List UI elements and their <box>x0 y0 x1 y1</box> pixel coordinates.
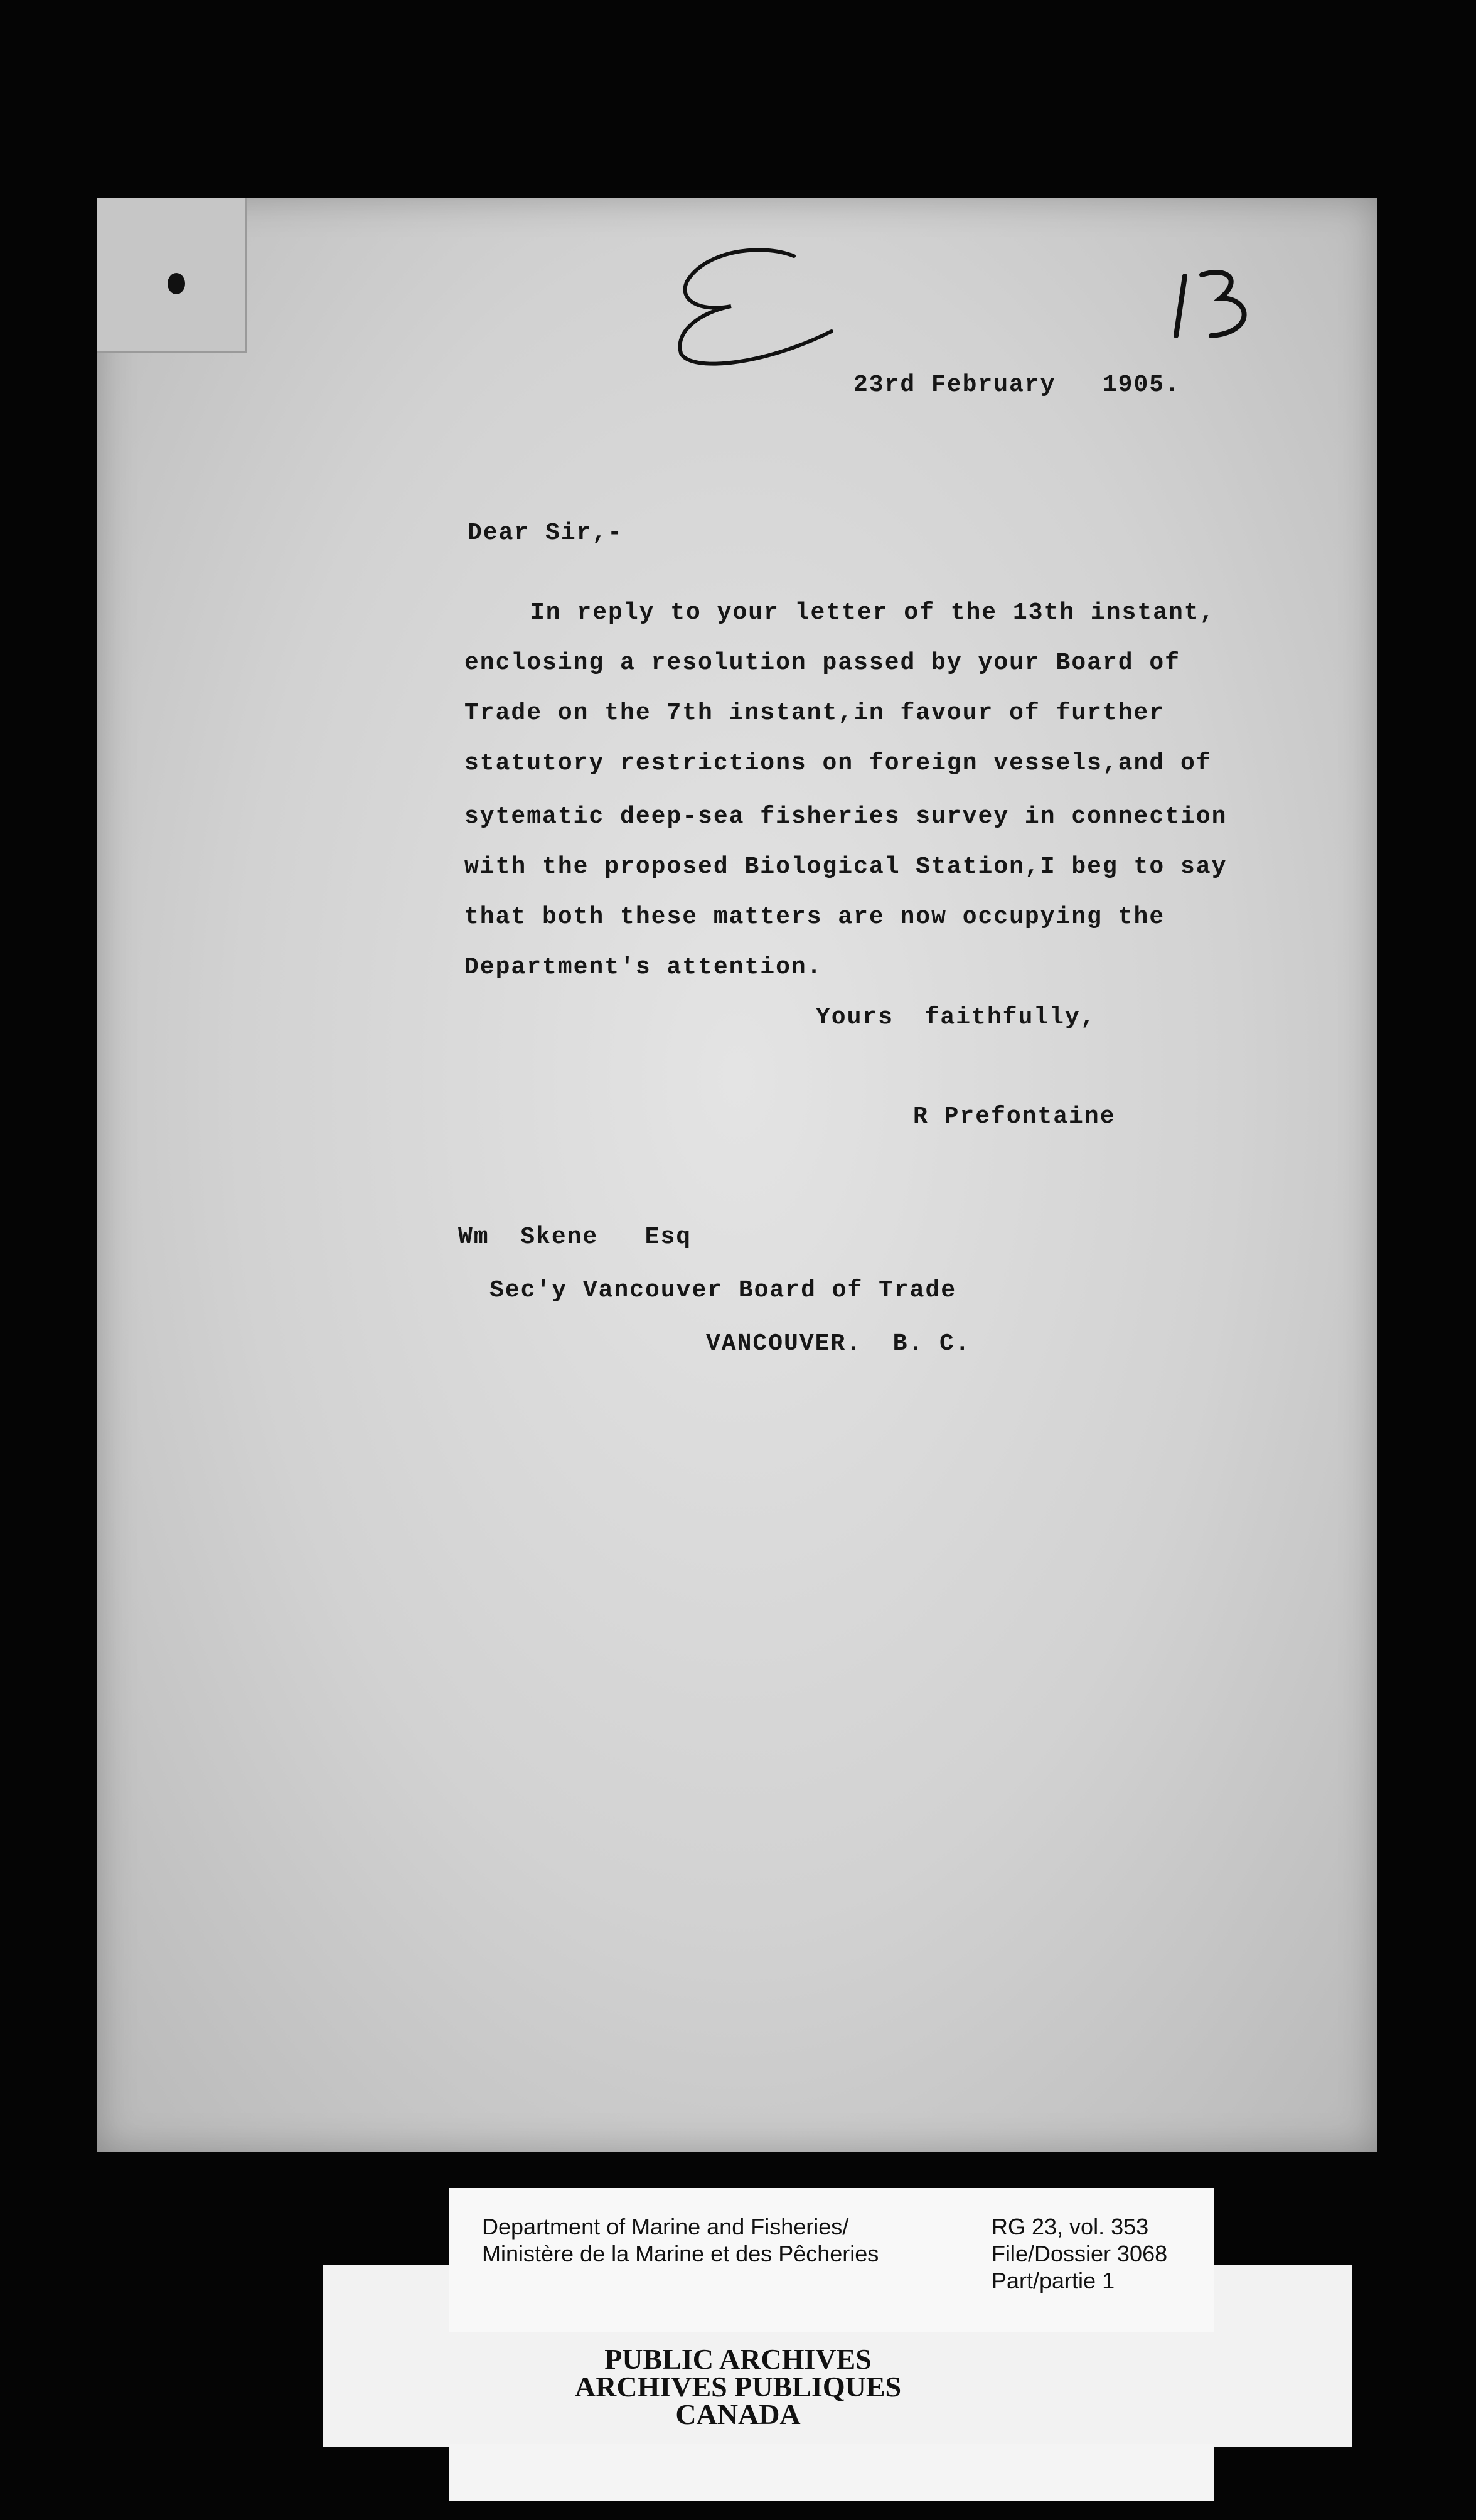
recipient-title: Sec'y Vancouver Board of Trade <box>489 1277 957 1304</box>
signature: R Prefontaine <box>913 1103 1116 1130</box>
punch-hole <box>168 273 185 294</box>
body-line: In reply to your letter of the 13th instant, <box>530 599 1216 626</box>
body-line: statutory restrictions on foreign vessels,and of <box>464 750 1212 777</box>
department-english: Department of Marine and Fisheries/ <box>482 2214 849 2240</box>
stamp-archives-publiques: ARCHIVES PUBLIQUES <box>574 2371 902 2403</box>
file-number: File/Dossier 3068 <box>992 2241 1168 2266</box>
stamp-public-archives: PUBLIC ARCHIVES <box>604 2343 872 2375</box>
part-number: Part/partie 1 <box>992 2268 1115 2293</box>
recipient-name: Wm Skene Esq <box>458 1224 692 1251</box>
body-line: that both these matters are now occupying the <box>464 904 1165 931</box>
body-line: Trade on the 7th instant,in favour of further <box>464 700 1165 727</box>
archive-label-card <box>449 2188 1214 2332</box>
salutation: Dear Sir,- <box>468 520 624 547</box>
handwritten-page-number <box>1167 264 1268 345</box>
closing: Yours faithfully, <box>816 1004 1096 1031</box>
record-group: RG 23, vol. 353 <box>992 2214 1149 2240</box>
body-line: with the proposed Biological Station,I beg to say <box>464 853 1227 880</box>
body-line: Department's attention. <box>464 954 823 981</box>
handwritten-e-mark <box>662 237 838 375</box>
letter-date: 23rd February 1905. <box>853 371 1180 398</box>
stamp-canada: CANADA <box>675 2398 801 2430</box>
letter-sheet <box>97 198 1377 2152</box>
body-line: enclosing a resolution passed by your Board of <box>464 649 1180 676</box>
department-french: Ministère de la Marine et des Pêcheries <box>482 2241 879 2266</box>
archive-stamp-tail <box>449 2444 1214 2501</box>
recipient-city: VANCOUVER. B. C. <box>706 1330 971 1357</box>
body-line: sytematic deep-sea fisheries survey in connection <box>464 803 1227 830</box>
corner-tab <box>97 198 247 353</box>
